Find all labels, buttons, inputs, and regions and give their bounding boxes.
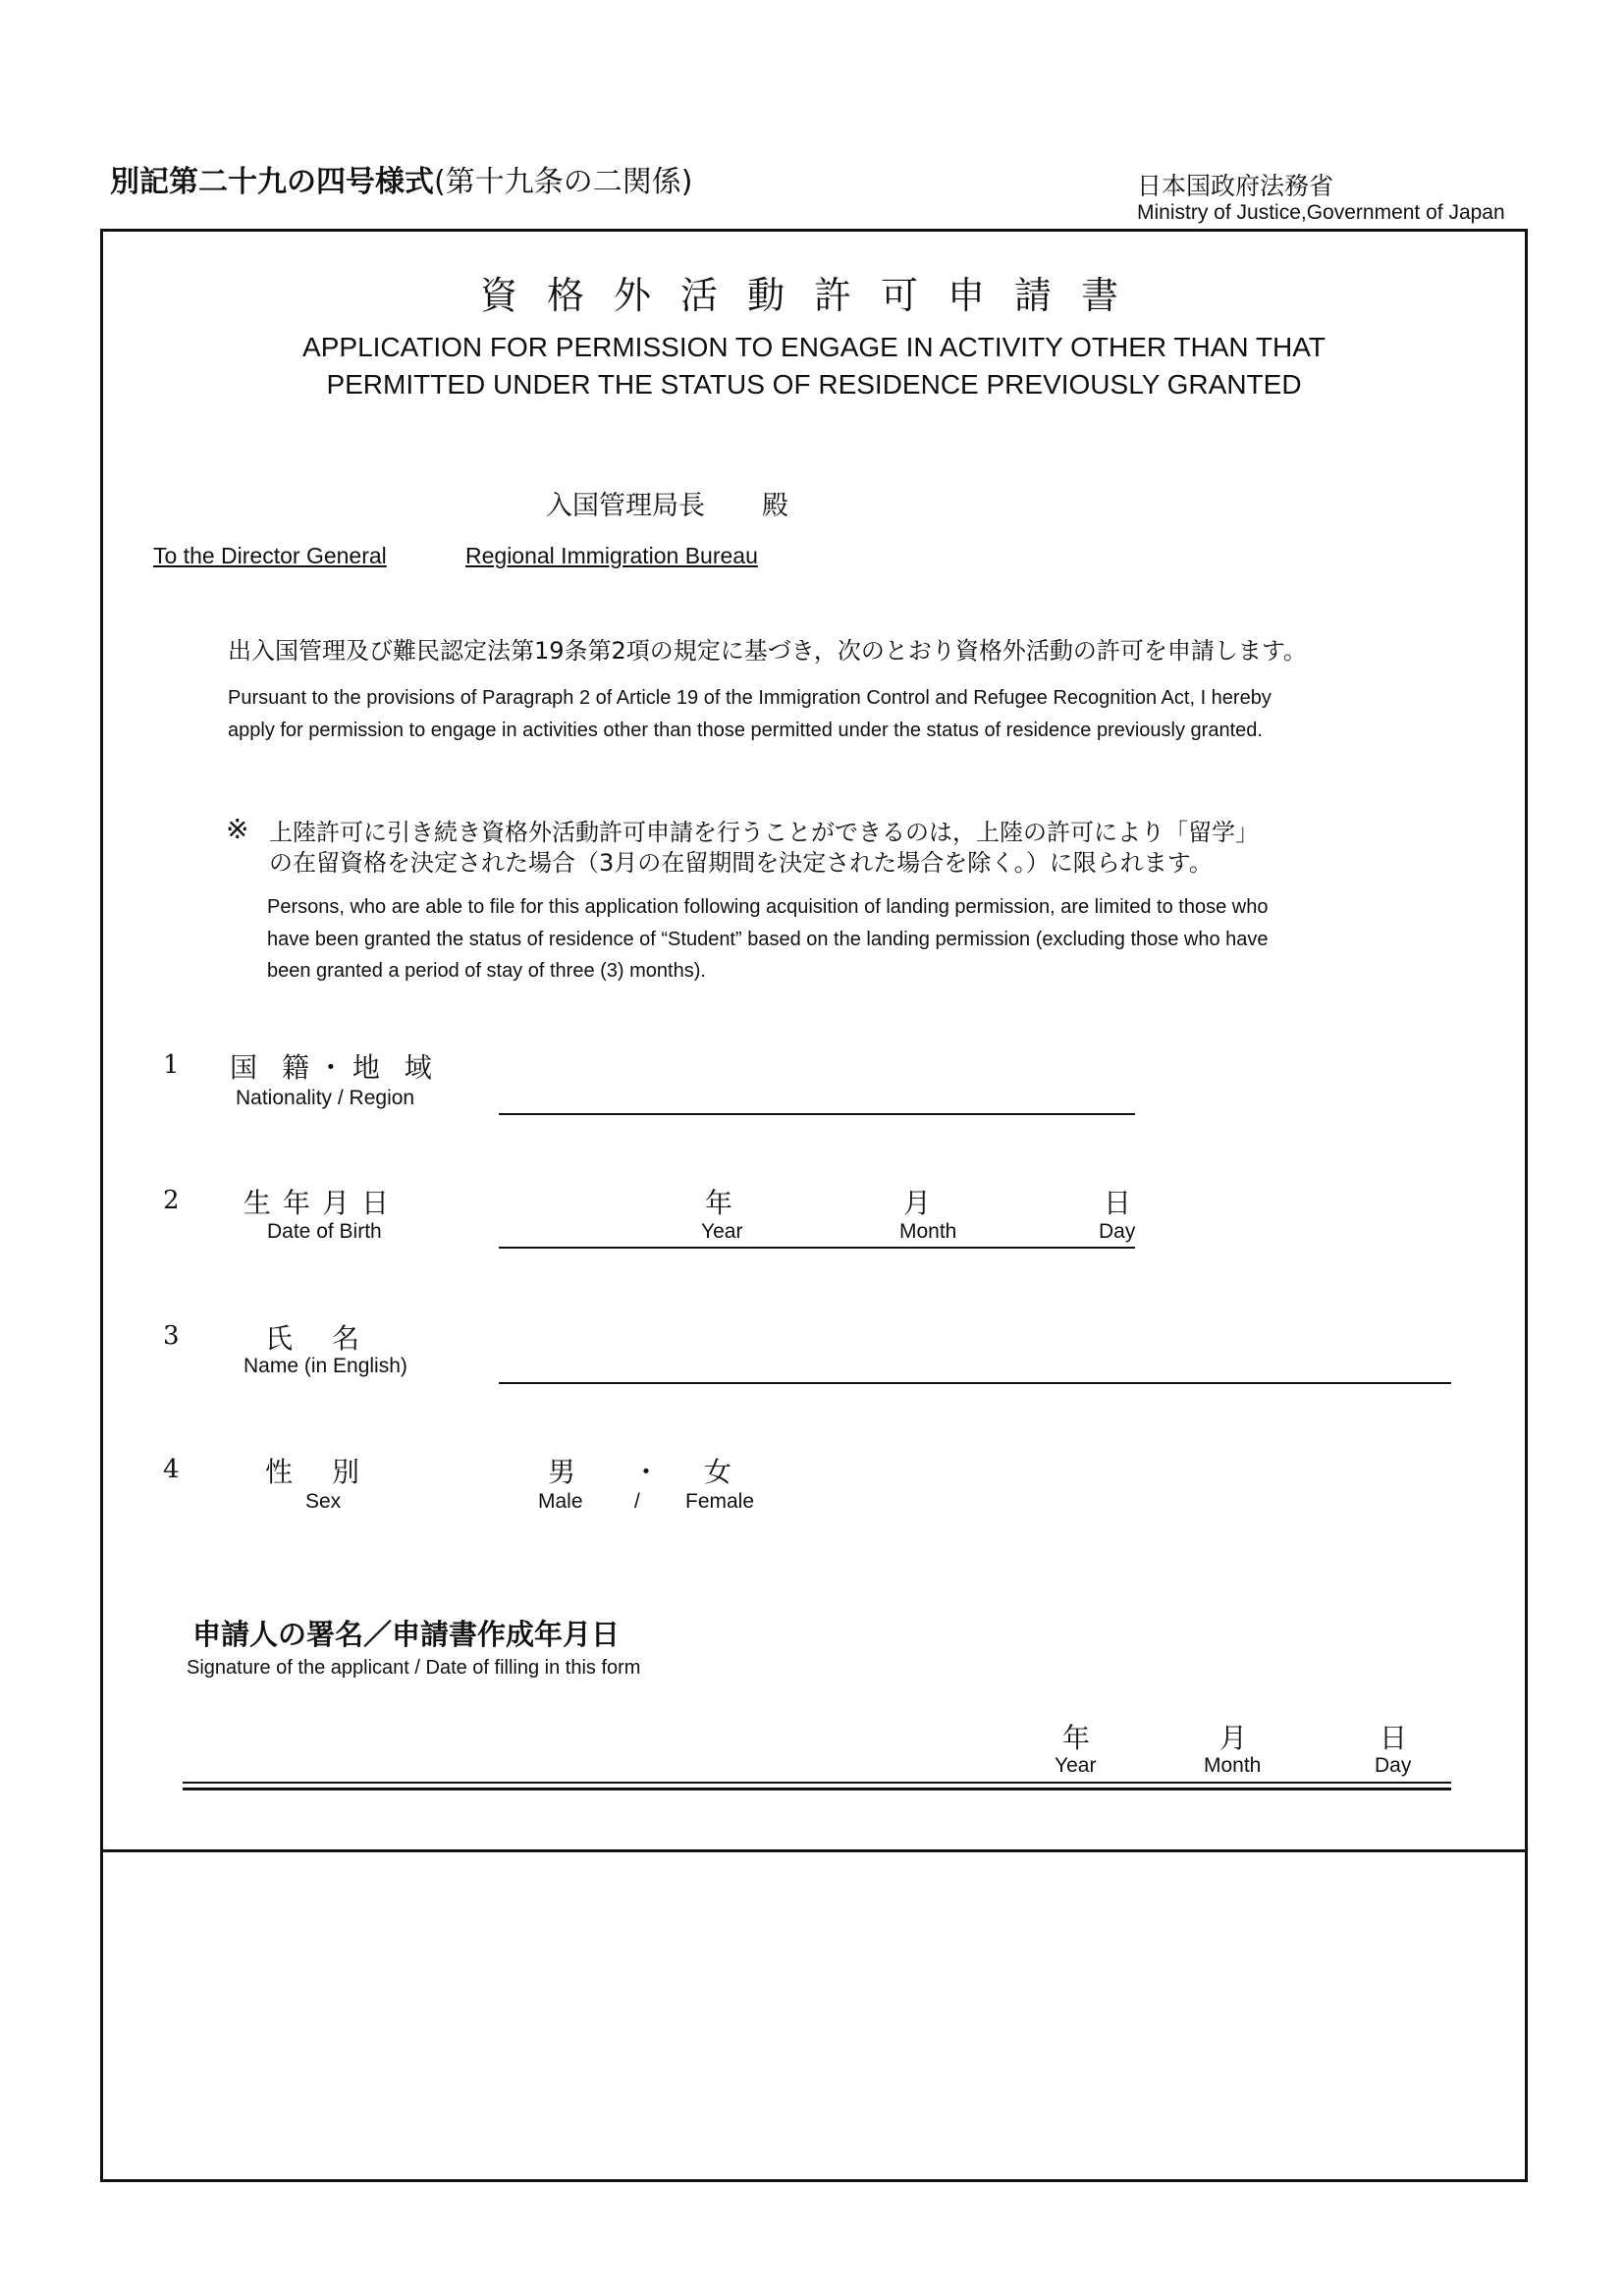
form-number-bold: 別記第二十九の四号様式 xyxy=(110,165,434,199)
frame-divider xyxy=(103,1849,1525,1852)
dob-day-en: Day xyxy=(1099,1220,1136,1243)
note-en-line-3: been granted a period of stay of three (3) months). xyxy=(267,960,706,982)
title-en-line-2: PERMITTED UNDER THE STATUS OF RESIDENCE PREVIOUSLY GRANTED xyxy=(326,369,1302,400)
ministry-en: Ministry of Justice,Government of Japan xyxy=(1137,201,1505,224)
nationality-label-jp: 国 籍・地 域 xyxy=(230,1051,440,1084)
note-en-line-2: have been granted the status of residence of “Student” based on the landing permission (excluding those who have xyxy=(267,929,1269,950)
signature-day-en: Day xyxy=(1375,1754,1412,1777)
nationality-input-line[interactable] xyxy=(499,1113,1135,1115)
title-jp: 資格外活動許可申請書 xyxy=(479,274,1148,317)
sex-label-en: Sex xyxy=(305,1490,342,1513)
sex-option-female-jp[interactable]: 女 xyxy=(704,1456,732,1488)
form-number-article: (第十九条の二関係) xyxy=(434,165,693,199)
signature-input-line[interactable] xyxy=(183,1782,1451,1784)
field-number-4: 4 xyxy=(163,1455,180,1484)
sex-label-jp: 性別 xyxy=(265,1456,400,1488)
sex-separator-jp: ・ xyxy=(632,1456,661,1488)
title-en-line-1: APPLICATION FOR PERMISSION TO ENGAGE IN ACTIVITY OTHER THAN THAT xyxy=(302,332,1326,362)
signature-day-jp: 日 xyxy=(1380,1722,1408,1754)
note-mark: ※ xyxy=(226,813,249,845)
field-number-2: 2 xyxy=(163,1186,180,1215)
addressee-jp: 入国管理局長 xyxy=(546,491,705,521)
addressee-honorific: 殿 xyxy=(762,491,788,521)
dob-day-jp: 日 xyxy=(1104,1187,1132,1219)
signature-double-line xyxy=(183,1788,1451,1790)
signature-label-en: Signature of the applicant / Date of filling in this form xyxy=(187,1657,641,1679)
dob-input-line[interactable] xyxy=(499,1247,1135,1249)
ministry-jp: 日本国政府法務省 xyxy=(1137,172,1334,200)
form-number xyxy=(110,157,692,200)
dob-label-en: Date of Birth xyxy=(267,1220,382,1243)
signature-month-jp: 月 xyxy=(1219,1722,1248,1754)
field-number-1: 1 xyxy=(163,1050,180,1080)
signature-year-en: Year xyxy=(1055,1754,1097,1777)
note-en-line-1: Persons, who are able to file for this application following acquisition of landing permission, are limited to those who xyxy=(267,896,1269,918)
sex-option-male-en[interactable]: Male xyxy=(538,1490,583,1513)
signature-label-jp: 申請人の署名／申請書作成年月日 xyxy=(192,1618,621,1651)
name-input-line[interactable] xyxy=(499,1382,1451,1384)
note-jp-line-1: 上陸許可に引き続き資格外活動許可申請を行うことができるのは，上陸の許可により「留学」 xyxy=(269,819,1259,846)
pursuant-en-line-2: apply for permission to engage in activities other than those permitted under the status of residence previously granted. xyxy=(228,720,1263,741)
name-label-en: Name (in English) xyxy=(244,1355,407,1377)
director-general-en: To the Director General xyxy=(153,543,387,568)
name-label-jp: 氏名 xyxy=(265,1322,400,1355)
signature-year-jp: 年 xyxy=(1062,1722,1091,1754)
dob-month-en: Month xyxy=(899,1220,957,1243)
dob-month-jp: 月 xyxy=(903,1187,932,1219)
pursuant-en-line-1: Pursuant to the provisions of Paragraph 2 of Article 19 of the Immigration Control and Refugee Recognition Act, I hereby xyxy=(228,687,1272,709)
signature-month-en: Month xyxy=(1204,1754,1262,1777)
sex-option-male-jp[interactable]: 男 xyxy=(548,1456,576,1488)
pursuant-jp: 出入国管理及び難民認定法第19条第2項の規定に基づき，次のとおり資格外活動の許可を申請します。 xyxy=(228,637,1307,665)
regional-bureau-en: Regional Immigration Bureau xyxy=(465,543,758,568)
note-jp-line-2: の在留資格を決定された場合（3月の在留期間を決定された場合を除く。）に限られます。 xyxy=(269,849,1213,877)
dob-label-jp: 生年月日 xyxy=(244,1187,402,1219)
sex-option-female-en[interactable]: Female xyxy=(685,1490,755,1513)
field-number-3: 3 xyxy=(163,1321,180,1351)
dob-year-en: Year xyxy=(701,1220,743,1243)
nationality-label-en: Nationality / Region xyxy=(236,1087,415,1109)
dob-year-jp: 年 xyxy=(705,1187,733,1219)
sex-separator-en: / xyxy=(634,1490,640,1513)
